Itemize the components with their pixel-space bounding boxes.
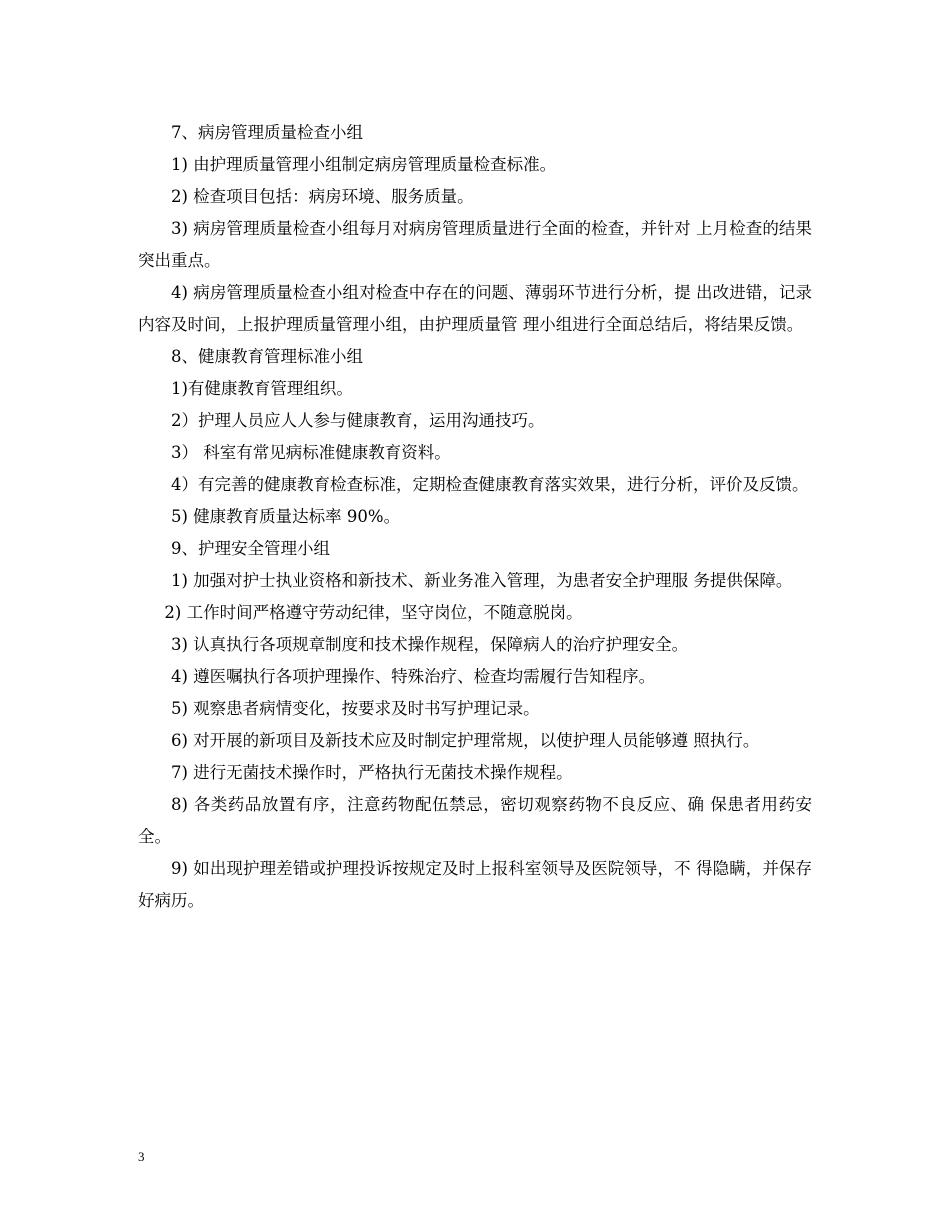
paragraph: 4）有完善的健康教育检查标准，定期检查健康教育落实效果，进行分析，评价及反馈。: [171, 475, 809, 494]
section-heading-8: 8、健康教育管理标准小组: [171, 347, 363, 366]
paragraph: 2) 工作时间严格遵守劳动纪律，坚守岗位，不随意脱岗。: [164, 603, 583, 622]
paragraph: 8) 各类药品放置有序，注意药物配伍禁忌，密切观察药物不良反应、确 保患者用药安全。: [138, 795, 812, 846]
paragraph: 1) 加强对护士执业资格和新技术、新业务准入管理，为患者安全护理服 务提供保障。: [171, 571, 793, 590]
paragraph: 2）护理人员应人人参与健康教育，运用沟通技巧。: [171, 411, 545, 430]
paragraph: 7) 进行无菌技术操作时，严格执行无菌技术操作规程。: [171, 763, 573, 782]
section-heading-9: 9、护理安全管理小组: [171, 539, 330, 558]
document-body: [138, 117, 812, 917]
paragraph: 9) 如出现护理差错或护理投诉按规定及时上报科室领导及医院领导，不 得隐瞒，并保存好病历。: [138, 859, 812, 910]
paragraph: 5) 观察患者病情变化，按要求及时书写护理记录。: [171, 699, 540, 718]
paragraph: 1)有健康教育管理组织。: [171, 379, 353, 398]
paragraph: 4) 遵医嘱执行各项护理操作、特殊治疗、检查均需履行告知程序。: [171, 667, 656, 686]
paragraph: 1) 由护理质量管理小组制定病房管理质量检查标准。: [171, 155, 557, 174]
paragraph: 5) 健康教育质量达标率 90%。: [171, 507, 401, 526]
paragraph: 2) 检查项目包括：病房环境、服务质量。: [171, 187, 474, 206]
paragraph: 3) 病房管理质量检查小组每月对病房管理质量进行全面的检查，并针对 上月检查的结果突出重点。: [138, 219, 812, 270]
page-number: 3: [138, 1149, 145, 1164]
paragraph: 3) 认真执行各项规章制度和技术操作规程，保障病人的治疗护理安全。: [171, 635, 689, 654]
paragraph: 6) 对开展的新项目及新技术应及时制定护理常规，以使护理人员能够遵 照执行。: [171, 731, 760, 750]
paragraph: 3） 科室有常见病标准健康教育资料。: [171, 443, 451, 462]
section-heading-7: 7、病房管理质量检查小组: [171, 123, 363, 142]
paragraph: 4) 病房管理质量检查小组对检查中存在的问题、薄弱环节进行分析，提 出改进错，记录内容及时间，上报护理质量管理小组，由护理质量管 理小组进行全面总结后，将结果反馈。: [138, 283, 812, 334]
